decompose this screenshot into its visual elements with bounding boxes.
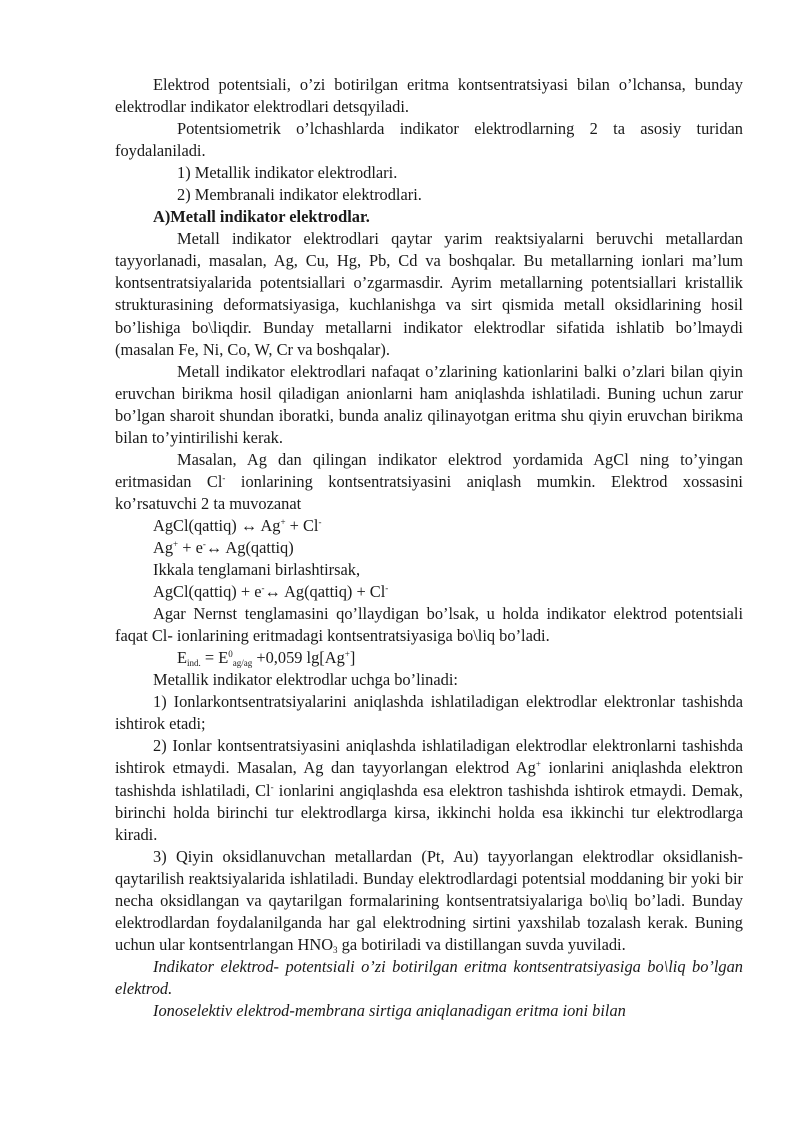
superscript: + (173, 538, 179, 549)
paragraph: Metall indikator elektrodlari nafaqat o’zlarining kationlarini balki o’zlari bilan qiyin eruvchan birikma hosil qiladigan anionlarni ham aniqlashda ishlatiladi. Buning uchun zarur bo’lgan sharoit shundan iboratki, bunda analiz qilinayotgan eritma shu qiyin eruvchan birikma bilan to’yintirilishi kerak. (115, 361, 743, 447)
subscript: ag/ag (232, 658, 253, 669)
text-run: AgCl(qattiq) ↔ Ag (153, 515, 281, 535)
text-run: + e (178, 537, 203, 557)
text-run: 2) Ionlar kontsentratsiyasini aniqlashda ishlatiladigan elektrodlar elektronlarni tashishda ishtirok etmaydi. Masalan, Ag dan tayyorlangan elektrod Ag (115, 736, 743, 778)
superscript: - (385, 583, 389, 594)
text-run: 3) Qiyin oksidlanuvchan metallardan (Pt, Au) tayyorlangan elektrodlar oksidlanish-qaytarilish reaktsiyalarida ishlatiladi. Bunday elektrodlardagi potentsial moddaning bir yoki bir necha oksidlangan va qaytarilgan formalarining kontsentratsiyalariga bo\liq bo’ladi. Bunday elektrodlardan foydalanilganda har gal elektrodning sirtini yaxshilab tozalash kerak. Buning uchun ular kontsentrlangan HNO (115, 846, 743, 954)
subscript: 3 (333, 944, 338, 955)
superscript: - (222, 472, 226, 483)
text-run: ionlarining kontsentratsiyasini aniqlash mumkin. Elektrod xossasini ko’rsatuvchi 2 ta muvozanat (115, 471, 743, 513)
text-run: ↔ Ag(qattiq) (205, 537, 294, 557)
text-run: ionlarini aniqlashda elektron tashishda ishlatiladi, Cl (115, 758, 743, 800)
superscript: - (202, 538, 206, 549)
text-run: ga botiriladi va distillangan suvda yuviladi. (337, 934, 626, 954)
superscript: + (280, 516, 286, 527)
paragraph: Agar Nernst tenglamasini qo’llaydigan bo’lsak, u holda indikator elektrod potentsiali faqat Cl- ionlarining eritmadagi kontsentratsiyasiga bo\liq bo’ladi. (115, 604, 743, 646)
superscript: + (344, 649, 350, 660)
definition-paragraph: Indikator elektrod- potentsiali o’zi botirilgan eritma kontsentratsiyasiga bo\liq bo’lgan elektrod. (115, 956, 743, 998)
superscript: - (270, 781, 274, 792)
definition-paragraph: Ionoselektiv elektrod-membrana sirtiga aniqlanadigan eritma ioni bilan (153, 1000, 626, 1020)
superscript: + (535, 759, 541, 770)
paragraph (115, 735, 743, 845)
text-run: E (177, 648, 188, 668)
text-run: = E (200, 648, 229, 668)
section-heading: A)Metall indikator elektrodlar. (153, 207, 370, 227)
paragraph: Elektrod potentsiali, o’zi botirilgan eritma kontsentratsiyasi bilan o’lchansa, bunday elektrodlar indikator elektrodlari detsqyiladi. (115, 75, 743, 117)
text-run: +0,059 lg[Ag (252, 648, 345, 668)
text-run: ] (349, 648, 356, 668)
paragraph: Metall indikator elektrodlari qaytar yarim reaktsiyalarni beruvchi metallardan tayyorlanadi, masalan, Ag, Cu, Hg, Pb, Cd va boshqalar. Bu metallarning ionlari ma’lum kontsentratsiyalarida potentsiallari o’zgarmasdir. Ayrim metallarning potentsiallari kristallik strukturasining deformatsiyasiga, kuchlanishga va sirt qismida metall oksidlarining hosil bo’lishiga bo\liqdir. Bunday metallarni indikator elektrodlar sifatida ishlatib bo’lmaydi (masalan Fe, Ni, Co, W, Cr va boshqalar). (115, 229, 743, 359)
superscript: - (261, 583, 265, 594)
superscript: 0 (228, 649, 233, 660)
equation-2 (115, 537, 743, 559)
paragraph: 1) Ionlarkontsentratsiyalarini aniqlashda ishlatiladigan elektrodlar elektronlar tashishda ishtirok etadi; (115, 692, 743, 734)
list-item: 1) Metallik indikator elektrodlari. (177, 163, 398, 183)
text-run: + Cl (285, 515, 319, 535)
equation-3 (115, 581, 743, 603)
text-run: ↔ Ag(qattiq) + Cl (264, 582, 386, 602)
paragraph (115, 449, 743, 515)
text-run: ionlarini angiqlashda esa elektron tashishda ishtirok etmaydi. Demak, birinchi holda birinchi tur elektrodlarga kirsa, ikkinchi holda esa ikkinchi tur elektrodlarga kiradi. (115, 780, 743, 844)
text-run: AgCl(qattiq) + e (153, 582, 262, 602)
paragraph: Potentsiometrik o’lchashlarda indikator elektrodlarning 2 ta asosiy turidan foydalaniladi. (115, 119, 743, 161)
paragraph (115, 846, 743, 956)
equation-1 (115, 515, 743, 537)
text-run: Ag (153, 537, 174, 557)
subscript: ind. (187, 658, 201, 669)
document-page (115, 74, 743, 1022)
nernst-equation (115, 647, 743, 669)
list-item: 2) Membranali indikator elektrodlari. (177, 185, 422, 205)
text-run: Masalan, Ag dan qilingan indikator elektrod yordamida AgCl ning to’yingan eritmasidan Cl (115, 449, 743, 491)
paragraph: Metallik indikator elektrodlar uchga bo’linadi: (153, 670, 458, 690)
paragraph: Ikkala tenglamani birlashtirsak, (153, 560, 361, 580)
superscript: - (318, 516, 322, 527)
